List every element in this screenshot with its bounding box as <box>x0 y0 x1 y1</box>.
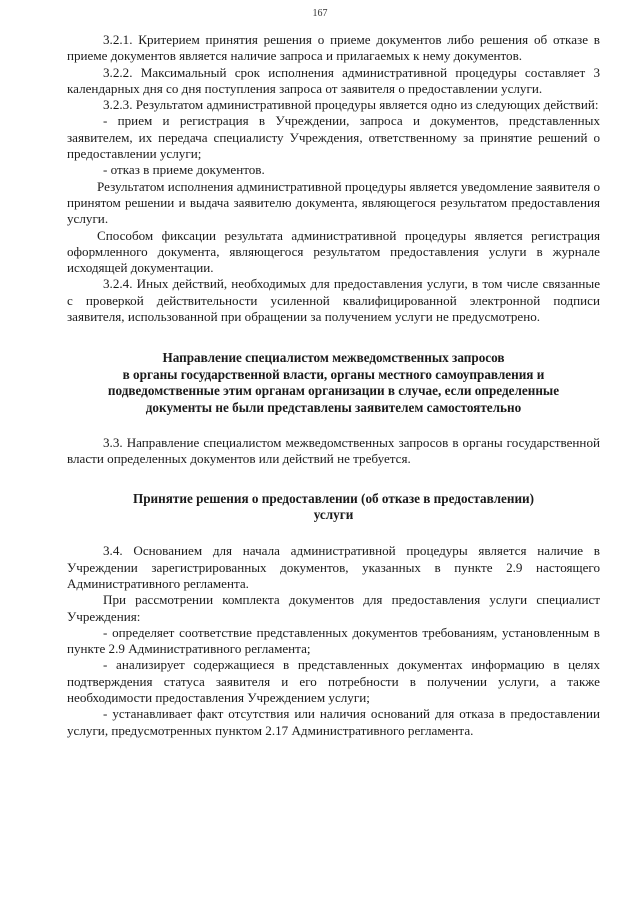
heading-line: Направление специалистом межведомственных запросов <box>162 350 505 366</box>
document-body <box>67 32 600 739</box>
list-item-analyze: - анализирует содержащиеся в представленных документах информацию в целях подтверждения статуса заявителя и его потребности в получении услуги, а также необходимости предоставления Учреждением услуги; <box>67 657 600 706</box>
paragraph-review: При рассмотрении комплекта документов для предоставления услуги специалист Учреждения: <box>67 592 600 624</box>
paragraph-3-3: 3.3. Направление специалистом межведомственных запросов в органы государственной власти определенных документов или действий не требуется. <box>67 434 600 467</box>
heading-line: документы не были представлены заявителем самостоятельно <box>145 399 522 415</box>
heading-line: услуги <box>313 506 354 522</box>
heading-line: Принятие решения о предоставлении (об отказе в предоставлении) <box>132 490 535 506</box>
list-item-establish: - устанавливает факт отсутствия или наличия оснований для отказа в предоставлении услуги, предусмотренных пунктом 2.17 Административного регламента. <box>67 706 600 738</box>
paragraph-result: Результатом исполнения административной процедуры является уведомление заявителя о принятом решении и выдача заявителю документа, являющегося результатом предоставления услуги. <box>67 178 600 227</box>
paragraph-3-2-3: 3.2.3. Результатом административной процедуры является одно из следующих действий: <box>103 97 599 113</box>
list-item-accept: - прием и регистрация в Учреждении, запроса и документов, представленных заявителем, их передача специалисту Учреждения, ответственному за принятие решений о предоставлении услуги; <box>67 113 600 162</box>
heading-line: в органы государственной власти, органы местного самоуправления и <box>122 366 545 382</box>
paragraph-fixation: Способом фиксации результата административной процедуры является регистрация оформленного документа, являющегося результатом предоставления услуги в журнале исходящей документации. <box>67 227 600 276</box>
paragraph-3-4: 3.4. Основанием для начала административной процедуры является наличие в Учреждении зарегистрированных документов, указанных в пункте 2.9 настоящего Административного регламента. <box>67 543 600 591</box>
paragraph-3-2-4: 3.2.4. Иных действий, необходимых для предоставления услуги, в том числе связанные с проверкой действительности усиленной квалифицированной электронной подписи заявителя, использованной при обращении за получением услуги не предусмотрено. <box>67 276 600 325</box>
list-item-refuse: - отказ в приеме документов. <box>103 162 265 178</box>
section-heading-interagency <box>67 350 600 416</box>
heading-line: подведомственные этим органам организации в случае, если определенные <box>107 383 560 399</box>
page-number: 167 <box>312 8 328 19</box>
section-heading-decision <box>67 491 600 524</box>
list-item-determine: - определяет соответствие представленных документов требованиям, установленным в пункте 2.9 Административного регламента; <box>67 624 600 657</box>
paragraph-3-2-2: 3.2.2. Максимальный срок исполнения административной процедуры составляет 3 календарных дня со дня поступления запроса от заявителя о предоставлении услуги. <box>67 64 600 96</box>
paragraph-3-2-1: 3.2.1. Критерием принятия решения о приеме документов либо решения об отказе в приеме документов является наличие запроса и прилагаемых к нему документов. <box>67 32 600 64</box>
